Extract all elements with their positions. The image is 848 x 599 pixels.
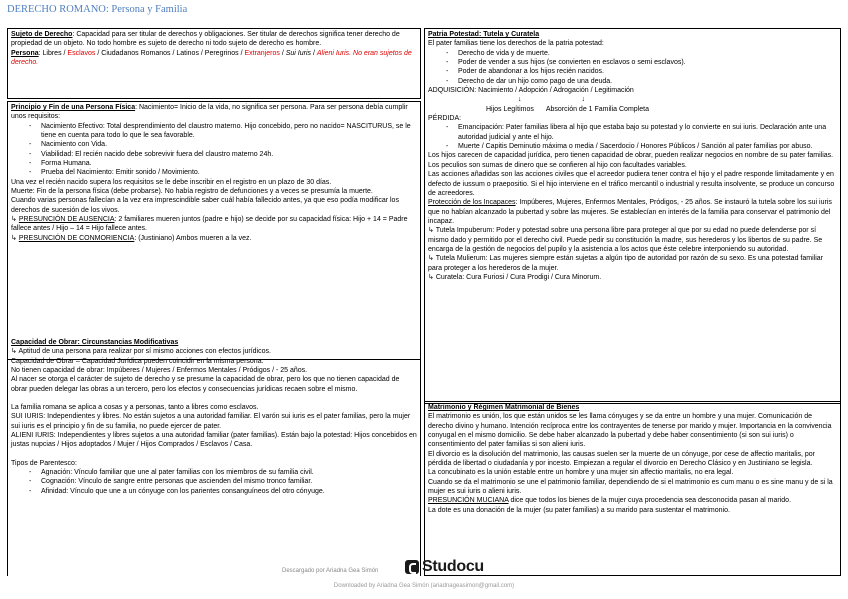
sujeto-heading: Sujeto de Derecho — [11, 31, 73, 38]
perdida-item: - Muerte / Capitis Deminutio máxima o media / Sacerdocio / Honores Públicos / Sanción al pater familias por abuso. — [446, 142, 837, 151]
alieni-text: Alieni Iuris. No eran sujetos de derecho. — [11, 49, 412, 67]
down-arrow-icon: ↓ — [581, 96, 585, 104]
hijos-label: Hijos Legítimos — [486, 105, 534, 113]
paragraph: El divorcio es la disolución del matrimonio, las causas suelen ser la muerte de un cónyuge, por cese de affectio maritalis, por pérdida de libertad o ciudadanía y por incesto. Empiezan a regular el divorcio en Derecho Clásico y en Justiniano se legisla. — [428, 450, 816, 468]
studocu-logo[interactable] — [405, 558, 484, 576]
principio-heading: Principio y Fin de una Persona Física — [11, 104, 136, 111]
paragraph: El pater familias tiene los derechos de la patria potestad: — [428, 40, 604, 48]
paragraph: La dote es una donación de la mujer (su pater familias) a su marido para sustentar el matrimonio. — [428, 506, 730, 514]
matrimonio-box: Matrimonio y Régimen Matrimonial de Bienes El matrimonio es unión, los que están unidos se les llama cónyuges y se da entre un hombre y una mujer. Comunicación de derecho divino y humano. Intención recíproca entre los contrayentes de tenerse por marido y mujer. Importancia en la convivencia conyugal en el mismo domicilio. Se debe haber alcanzado la pubertad y debe haber consentimiento (si son sui iuris) o consentimiento del pater familias si son alieni iuris. El divorcio es la disolución del matrimonio, las causas suelen ser la muerte de un cónyuge, por cese de affectio maritalis, por pérdida de libertad o ciudadanía y por incesto. Empiezan a regular el divorcio en Derecho Clásico y en Justiniano se legisla. La concubinato es la unión estable entre un hombre y una mujer sin affectio maritalis, no era legal. Cuando se da el matrimonio se une el patrimonio familiar, dependiendo de si el matrimonio es cum manu o es sine manu y de si la mujer es sui iuris o alieni iuris. PRESUNCIÓN MUCIANA dice que todos los bienes de la mujer cuya procedencia sea desconocida pasan al marido. La dote es una donación de la mujer (su pater familias) a su marido para sustentar el matrimonio. — [424, 401, 841, 576]
right-column — [424, 28, 841, 576]
paragraph: Muerte: Fin de la persona física (debe probarse). No había registro de defunciones y a veces se presumía la muerte. — [11, 188, 373, 196]
patria-box: Patria Potestad: Tutela y Curatela El pater familias tiene los derechos de la patria potestad: - Derecho de vida y de muerte. - Poder de vender a sus hijos (se convierten en esclavos o semi esclavos). - Poder de abandonar a los hijos recién nacidos. - Derecho de dar un hijo como pago de una deuda. ADQUISICIÓN: Nacimiento / Adopción / Adrogación / Legitimación ↓ ↓ Hijos Legítimos Absorción de 1 Familia Completa PÉRDIDA: - Emancipación: Pater familias libera al hijo que estaba bajo su potestad y lo convierte en sui iuris. Declaración ante una autoridad judicial y ante el hijo. - Muerte / Capitis Deminutio máxima o media / Sacerdocio / Honores Públicos / Sanción al pater familias por abuso. Los hijos carecen de capacidad jurídica, pero tienen capacidad de obrar, pueden realizar negocios en nombre de su pater familias. Los peculios son sumas de dinero que se confieren al hijo con facultades variables. Las acciones añadidas son las acciones civiles que el acreedor pudiera tener contra el hijo y el padre responde limitadamente y en defecto de iussum o praepositio. Si el hijo interviene en el tráfico mercantil o industrial y resulta insolvente, se produce un concurso de acreedores. Protección de los Incapaces: Impúberes, Mujeres, Enfermos Mentales, Pródigos, - 25 años. Se instauró la tutela sobre los sui iuris que no habían alcanzado la pubertad y sobre las mujeres. Se establecían en interés de la familia para conservar el patrimonio del incapaz. ↳ Tutela Impuberum: Poder y potestad sobre una persona libre para proteger al que por su edad no puede defenderse por sí mismo dado y permitido por el derecho civil. Puede pedir su constitución la madre, sus herederos y los libertos de su padre. Se encarga de la gestión de negocios del pupilo y la asistencia a los actos que éste celebre interponiendo su autoridad. ↳ Tutela Mulierum: Las mujeres siempre están sujetas a algún tipo de autoridad por razón de su sexo. Es una potestad familiar para proteger a los herederos de la mujer. ↳ Curatela: Cura Furiosi / Cura Prodigi / Cura Minorum. — [424, 28, 841, 404]
paragraph: La concubinato es la unión estable entre un hombre y una mujer sin affectio maritalis, no era legal. — [428, 469, 734, 477]
watermark-text: Descargado por Ariadna Gea Simón — [282, 568, 379, 574]
download-footer: Downloaded by Ariadna Gea Simón (ariadnageasimon@gmail.com) — [333, 583, 515, 589]
paragraph: Las acciones añadidas son las acciones civiles que el acreedor pudiera tener contra el hijo y el padre responde limitadamente y en defecto de iussum o praepositio. Si el hijo interviene en el tráfico mercantil o industrial y resulta insolvente, se produce un concurso de acreedores. — [428, 171, 835, 197]
perdida-item: - Emancipación: Pater familias libera al hijo que estaba bajo su potestad y lo convierte en sui iuris. Declaración ante una autoridad judicial y ante el hijo. — [446, 123, 837, 142]
ausencia-label: PRESUNCIÓN DE AUSENCIA — [18, 216, 115, 224]
tipos-title: Tipos de Parentesco: — [11, 459, 77, 467]
studocu-brand: Studocu — [422, 558, 484, 575]
arrow-icon: ↳ — [428, 273, 436, 281]
paragraph: ALIENI IURIS: Independientes y libres sujetos a una autoridad familiar (pater familias). Están bajo la potestad: Hijos concebidos en justas nupcias / Hijos adoptados / Mujer / Hijos Comprados / Esclavos / Casa. — [11, 432, 417, 449]
parentesco-item: - Agnación: Vínculo familiar que une al pater familias con los miembros de su familia civil. — [29, 468, 417, 477]
absorcion-label: Absorción de 1 Familia Completa — [545, 105, 649, 113]
incapaces-label: Protección de los Incapaces — [428, 199, 516, 207]
paragraph: Los peculios son sumas de dinero que se confieren al hijo con facultades variables. — [428, 161, 687, 169]
sujeto-text: : Capacidad para ser titular de derechos y obligaciones. Ser titular de derechos significa tener derecho de propiedad de un objeto. No todo hombre es sujeto de derecho ni todo sujeto de derecho es hombre. — [11, 31, 400, 48]
capacidad-heading: Capacidad de Obrar: Circunstancias Modificativas — [11, 339, 179, 346]
sujeto-box: Sujeto de Derecho: Capacidad para ser titular de derechos y obligaciones. Ser titular de derechos significa tener derecho de propiedad de un objeto. No todo hombre es sujeto de derecho ni todo sujeto de derecho es hombre. Persona: Libres / Esclavos / Ciudadanos Romanos / Latinos / Peregrinos / Extranjeros / Sui Iuris / Alieni Iuris. No eran sujetos de derecho. — [7, 28, 421, 99]
page-title: DERECHO ROMANO: Persona y Familia — [7, 4, 188, 15]
capacidad-box: Capacidad de Obrar: Circunstancias Modificativas ↳ Aptitud de una persona para realizar por sí mismo acciones con efectos jurídicos. Capacidad de Obrar – Capacidad Jurídica pueden coincidir en la misma persona. No tienen capacidad de obrar: Impúberes / Mujeres / Enfermos Mentales / Pródigos / - 25 años. Al nacer se otorga el carácter de sujeto de derecho y se presume la capacidad de obrar, pero los que no tienen capacidad de obrar pueden delegar las obras a un tercero, pero los efectos y consecuencias jurídicas recaen sobre el mismo. La familia romana se aplica a cosas y a personas, tanto a libres como esclavos. SUI IURIS: Independientes y libres. No están sujetos a una autoridad familiar. El varón sui iuris es el pater familias, pero la mujer sui iuris es el principio y fin de su familia, no puede ejercer de pater. ALIENI IURIS: Independientes y libres sujetos a una autoridad familiar (pater familias). Están bajo la potestad: Hijos concebidos en justas nupcias / Hijos adoptados / Mujer / Hijos Comprados / Esclavos / Casa. Tipos de Parentesco: - Agnación: Vínculo familiar que une al pater familias con los miembros de su familia civil. - Cognación: Vínculo de sangre entre personas que ascienden del mismo tronco familiar. - Afinidad: Vínculo que une a un cónyuge con los parientes consanguíneos del otro cónyuge. — [7, 337, 421, 576]
arrow-icon: ↳ — [11, 348, 19, 356]
arrow-icon: ↳ — [11, 216, 19, 224]
perdida-label: PÉRDIDA: — [428, 115, 462, 123]
adquisicion-text: ADQUISICIÓN: Nacimiento / Adopción / Adrogación / Legitimación — [428, 87, 634, 95]
parentesco-item: - Afinidad: Vínculo que une a un cónyuge con los parientes consanguíneos del otro cónyuge. — [29, 487, 417, 496]
requirement-item: - Viabilidad: El recién nacido debe sobrevivir fuera del claustro materno 24h. — [29, 150, 417, 159]
right-item: - Poder de abandonar a los hijos recién nacidos. — [446, 67, 837, 76]
parentesco-item: - Cognación: Vínculo de sangre entre personas que ascienden del mismo tronco familiar. — [29, 477, 417, 486]
paragraph: La familia romana se aplica a cosas y a personas, tanto a libres como esclavos. — [11, 404, 259, 412]
paragraph: Capacidad de Obrar – Capacidad Jurídica pueden coincidir en la misma persona. — [11, 357, 264, 365]
paragraph: SUI IURIS: Independientes y libres. No están sujetos a una autoridad familiar. El varón sui iuris es el pater familias, pero la mujer sui iuris es el principio y fin de su familia, no puede ejercer de pater. — [11, 413, 411, 430]
requirement-item: - Nacimiento con Vida. — [29, 140, 417, 149]
matrimonio-heading: Matrimonio y Régimen Matrimonial de Bienes — [428, 404, 580, 411]
paragraph: Cuando se da el matrimonio se une el patrimonio familiar, dependiendo de si el matrimonio es cum manu o es sine manu y de si la mujer es sui iuris o alieni iuris. — [428, 478, 833, 496]
paragraph: El matrimonio es unión, los que están unidos se les llama cónyuges y se da entre un hombre y una mujer. Comunicación de derecho divino y humano. Intención recíproca entre los contrayentes de tenerse por marido y mujer. Importancia en la convivencia conyugal en el mismo domicilio. Se debe haber alcanzado la pubertad y debe haber consentimiento (si son sui iuris) o consentimiento del pater familias si son alieni iuris. — [428, 413, 832, 449]
right-item: - Poder de vender a sus hijos (se convierten en esclavos o semi esclavos). — [446, 58, 837, 67]
paragraph: Cuando varias personas fallecían a la vez era imprescindible saber cuál había fallecido antes, ya que eso podía modificar los derechos de sucesión de los vivos. — [11, 197, 399, 214]
muciana-label: PRESUNCIÓN MUCIANA — [428, 497, 509, 505]
paragraph: No tienen capacidad de obrar: Impúberes / Mujeres / Enfermos Mentales / Pródigos / - 25 años. — [11, 367, 308, 375]
paragraph: Al nacer se otorga el carácter de sujeto de derecho y se presume la capacidad de obrar, pero los que no tienen capacidad de obrar pueden delegar las obras a un tercero, pero los efectos y consecuencias jurídicas recaen sobre el mismo. — [11, 376, 400, 393]
studocu-logo-icon — [405, 560, 419, 574]
persona-label: Persona — [11, 49, 39, 57]
requirement-item: - Forma Humana. — [29, 159, 417, 168]
paragraph: Una vez el recién nacido supera los requisitos se le debe inscribir en el registro en un plazo de 30 días. — [11, 178, 332, 186]
paragraph: Los hijos carecen de capacidad jurídica, pero tienen capacidad de obrar, pueden realizar negocios en nombre de su pater familias. — [428, 152, 834, 160]
arrow-icon: ↳ — [428, 227, 436, 235]
esclavos-text: Esclavos — [67, 49, 96, 57]
left-column — [7, 28, 421, 576]
requirement-item: - Prueba del Nacimiento: Emitir sonido / Movimiento. — [29, 168, 417, 177]
down-arrow-icon: ↓ — [518, 96, 522, 104]
requirement-item: - Nacimiento Efectivo: Total desprendimiento del claustro materno. Hijo concebido, pero no nacido= NASCITURUS, se le tiene en cuenta para todo lo que le sea favorable. — [29, 122, 417, 141]
conmoriencia-label: PRESUNCIÓN DE CONMORIENCIA — [18, 234, 135, 242]
arrow-icon: ↳ — [428, 255, 436, 263]
arrow-icon: ↳ — [11, 234, 19, 242]
extranjeros-text: Extranjeros — [244, 49, 280, 57]
right-item: - Derecho de dar un hijo como pago de una deuda. — [446, 77, 837, 86]
right-item: - Derecho de vida y de muerte. — [446, 49, 837, 58]
principio-box: Principio y Fin de una Persona Física: Nacimiento= Inicio de la vida, no significa ser persona. Para ser persona debía cumplir unos requisitos: - Nacimiento Efectivo: Total desprendimiento del claustro materno. Hijo concebido, pero no nacido= NASCITURUS, se le tiene en cuenta para todo lo que le sea favorable. - Nacimiento con Vida. - Viabilidad: El recién nacido debe sobrevivir fuera del claustro materno 24h. - Forma Humana. - Prueba del Nacimiento: Emitir sonido / Movimiento. Una vez el recién nacido supera los requisitos se le debe inscribir en el registro en un plazo de 30 días. Muerte: Fin de la persona física (debe probarse). No había registro de defunciones y a veces se presumía la muerte. Cuando varias personas fallecían a la vez era imprescindible saber cuál había fallecido antes, ya que eso podía modificar los derechos de sucesión de los vivos. ↳ PRESUNCIÓN DE AUSENCIA: 2 familiares mueren juntos (padre e hijo) se decide por su capacidad física: Hijo + 14 = Padre fallece antes / Hijo – 14 = Hijo fallece antes. ↳ PRESUNCIÓN DE CONMORIENCIA: (Justiniano) Ambos mueren a la vez. — [7, 101, 421, 360]
patria-heading: Patria Potestad: Tutela y Curatela — [428, 31, 540, 38]
